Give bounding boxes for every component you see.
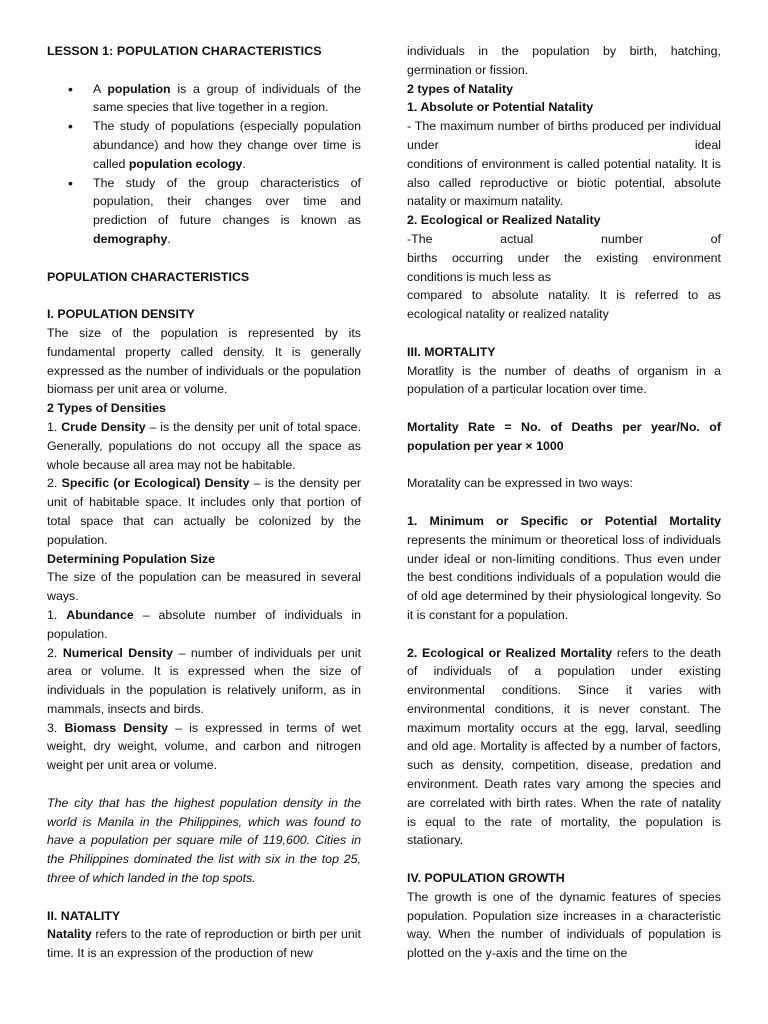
ecological-natality-heading: 2. Ecological or Realized Natality [407, 213, 601, 228]
ecological-natality-line: -The actual number of [407, 231, 721, 246]
ecological-mortality-paragraph: 2. Ecological or Realized Mortality refers to the death of individuals of a population under existing environmental conditions. Since it varies with environmental conditions, it is never constant. The maximum mortality occurs at the egg, larval, seedling and old age. Mortality is affected by a number of factors, such as density, competition, disease, predation and environment. Death rates vary among the species and are correlated with birth rates. When the rate of natality is equal to the rate of mortality, the population is stationary. [407, 645, 721, 848]
list-item: • A population is a group of individuals of the same species that live together in a region. [47, 80, 361, 118]
list-item: • The study of populations (especially population abundance) and how they change over time is called population ecology. [47, 117, 361, 173]
absolute-natality-line: - The maximum number of births produced per individual under ideal [407, 119, 721, 152]
lesson-title: LESSON 1: POPULATION CHARACTERISTICS [47, 44, 322, 58]
absolute-natality-heading: 1. Absolute or Potential Natality [407, 100, 594, 115]
mortality-paragraph: Moratlity is the number of deaths of organism in a population of a particular location over time. [407, 363, 721, 397]
density-heading: I. POPULATION DENSITY [47, 307, 195, 322]
population-size-paragraph: The size of the population can be measured in several ways. [47, 570, 361, 604]
section-heading: POPULATION CHARACTERISTICS [47, 269, 250, 284]
natality-types-heading: 2 types of Natality [407, 81, 514, 96]
intro-bullet-list [47, 80, 361, 249]
specific-density-paragraph: 2. Specific (or Ecological) Density – is the density per unit of habitable space. It includes only that portion of total space that can actually be colonized by the population. [47, 476, 361, 547]
absolute-natality-paragraph: conditions of environment is called potential natality. It is also called reproductive or biotic potential, absolute natality or maximum natality. [407, 156, 721, 209]
list-item: • The study of the group characteristics of population, their changes over time and prediction of future changes is known as demography. [47, 174, 361, 249]
ecological-natality-line: births occurring under the existing environment conditions is much less as [407, 250, 721, 284]
density-paragraph: The size of the population is represented by its fundamental property called density. It is generally expressed as the number of individuals or the population biomass per unit area or volume. [47, 325, 361, 397]
population-growth-paragraph: The growth is one of the dynamic features of species population. Population size increases in a characteristic way. When the number of individuals of population is plotted on the y-axis and the time on the [407, 889, 721, 961]
left-column [47, 42, 361, 963]
biomass-density-paragraph: 3. Biomass Density – is expressed in terms of wet weight, dry weight, volume, and carbon and nitrogen weight per unit area or volume. [47, 720, 362, 773]
natality-heading: II. NATALITY [47, 908, 121, 923]
numerical-density-paragraph: 2. Numerical Density – number of individuals per unit area or volume. It is expressed when the size of individuals in the population is relatively uniform, as in mammals, insects and birds. [47, 645, 362, 716]
population-growth-heading: IV. POPULATION GROWTH [407, 871, 565, 886]
right-column [407, 42, 721, 963]
mortality-ways-text: Moratality can be expressed in two ways: [407, 476, 633, 491]
ecological-natality-paragraph: compared to absolute natality. It is referred to as ecological natality or realized natality [407, 288, 721, 322]
mortality-heading: III. MORTALITY [407, 344, 496, 359]
crude-density-paragraph: 1. Crude Density – is the density per unit of total space. Generally, populations do not occupy all the space as whole because all area may not be habitable. [47, 419, 362, 472]
density-types-heading: 2 Types of Densities [47, 401, 166, 416]
manila-note: The city that has the highest population density in the world is Manila in the Philippines, which was found to have a population per square mile of 119,600. Cities in the Philippines dominated the list with six in the top 25, three of which landed in the top spots. [47, 795, 361, 886]
mortality-rate-formula: Mortality Rate = No. of Deaths per year/No. of population per year × 1000 [407, 419, 721, 453]
natality-paragraph: Natality refers to the rate of reproduction or birth per unit time. It is an expression of the production of new [47, 927, 361, 961]
natality-continuation: individuals in the population by birth, hatching, germination or fission. [407, 44, 721, 77]
abundance-paragraph: 1. Abundance – absolute number of individuals in population. [47, 607, 361, 641]
population-size-heading: Determining Population Size [47, 551, 215, 566]
minimum-mortality-paragraph: 1. Minimum or Specific or Potential Mortality represents the minimum or theoretical loss of individuals under ideal or non-limiting conditions. Thus even under the best conditions individuals of a population would die of old age determined by their physiological longevity. So it is constant for a population. [407, 513, 721, 622]
